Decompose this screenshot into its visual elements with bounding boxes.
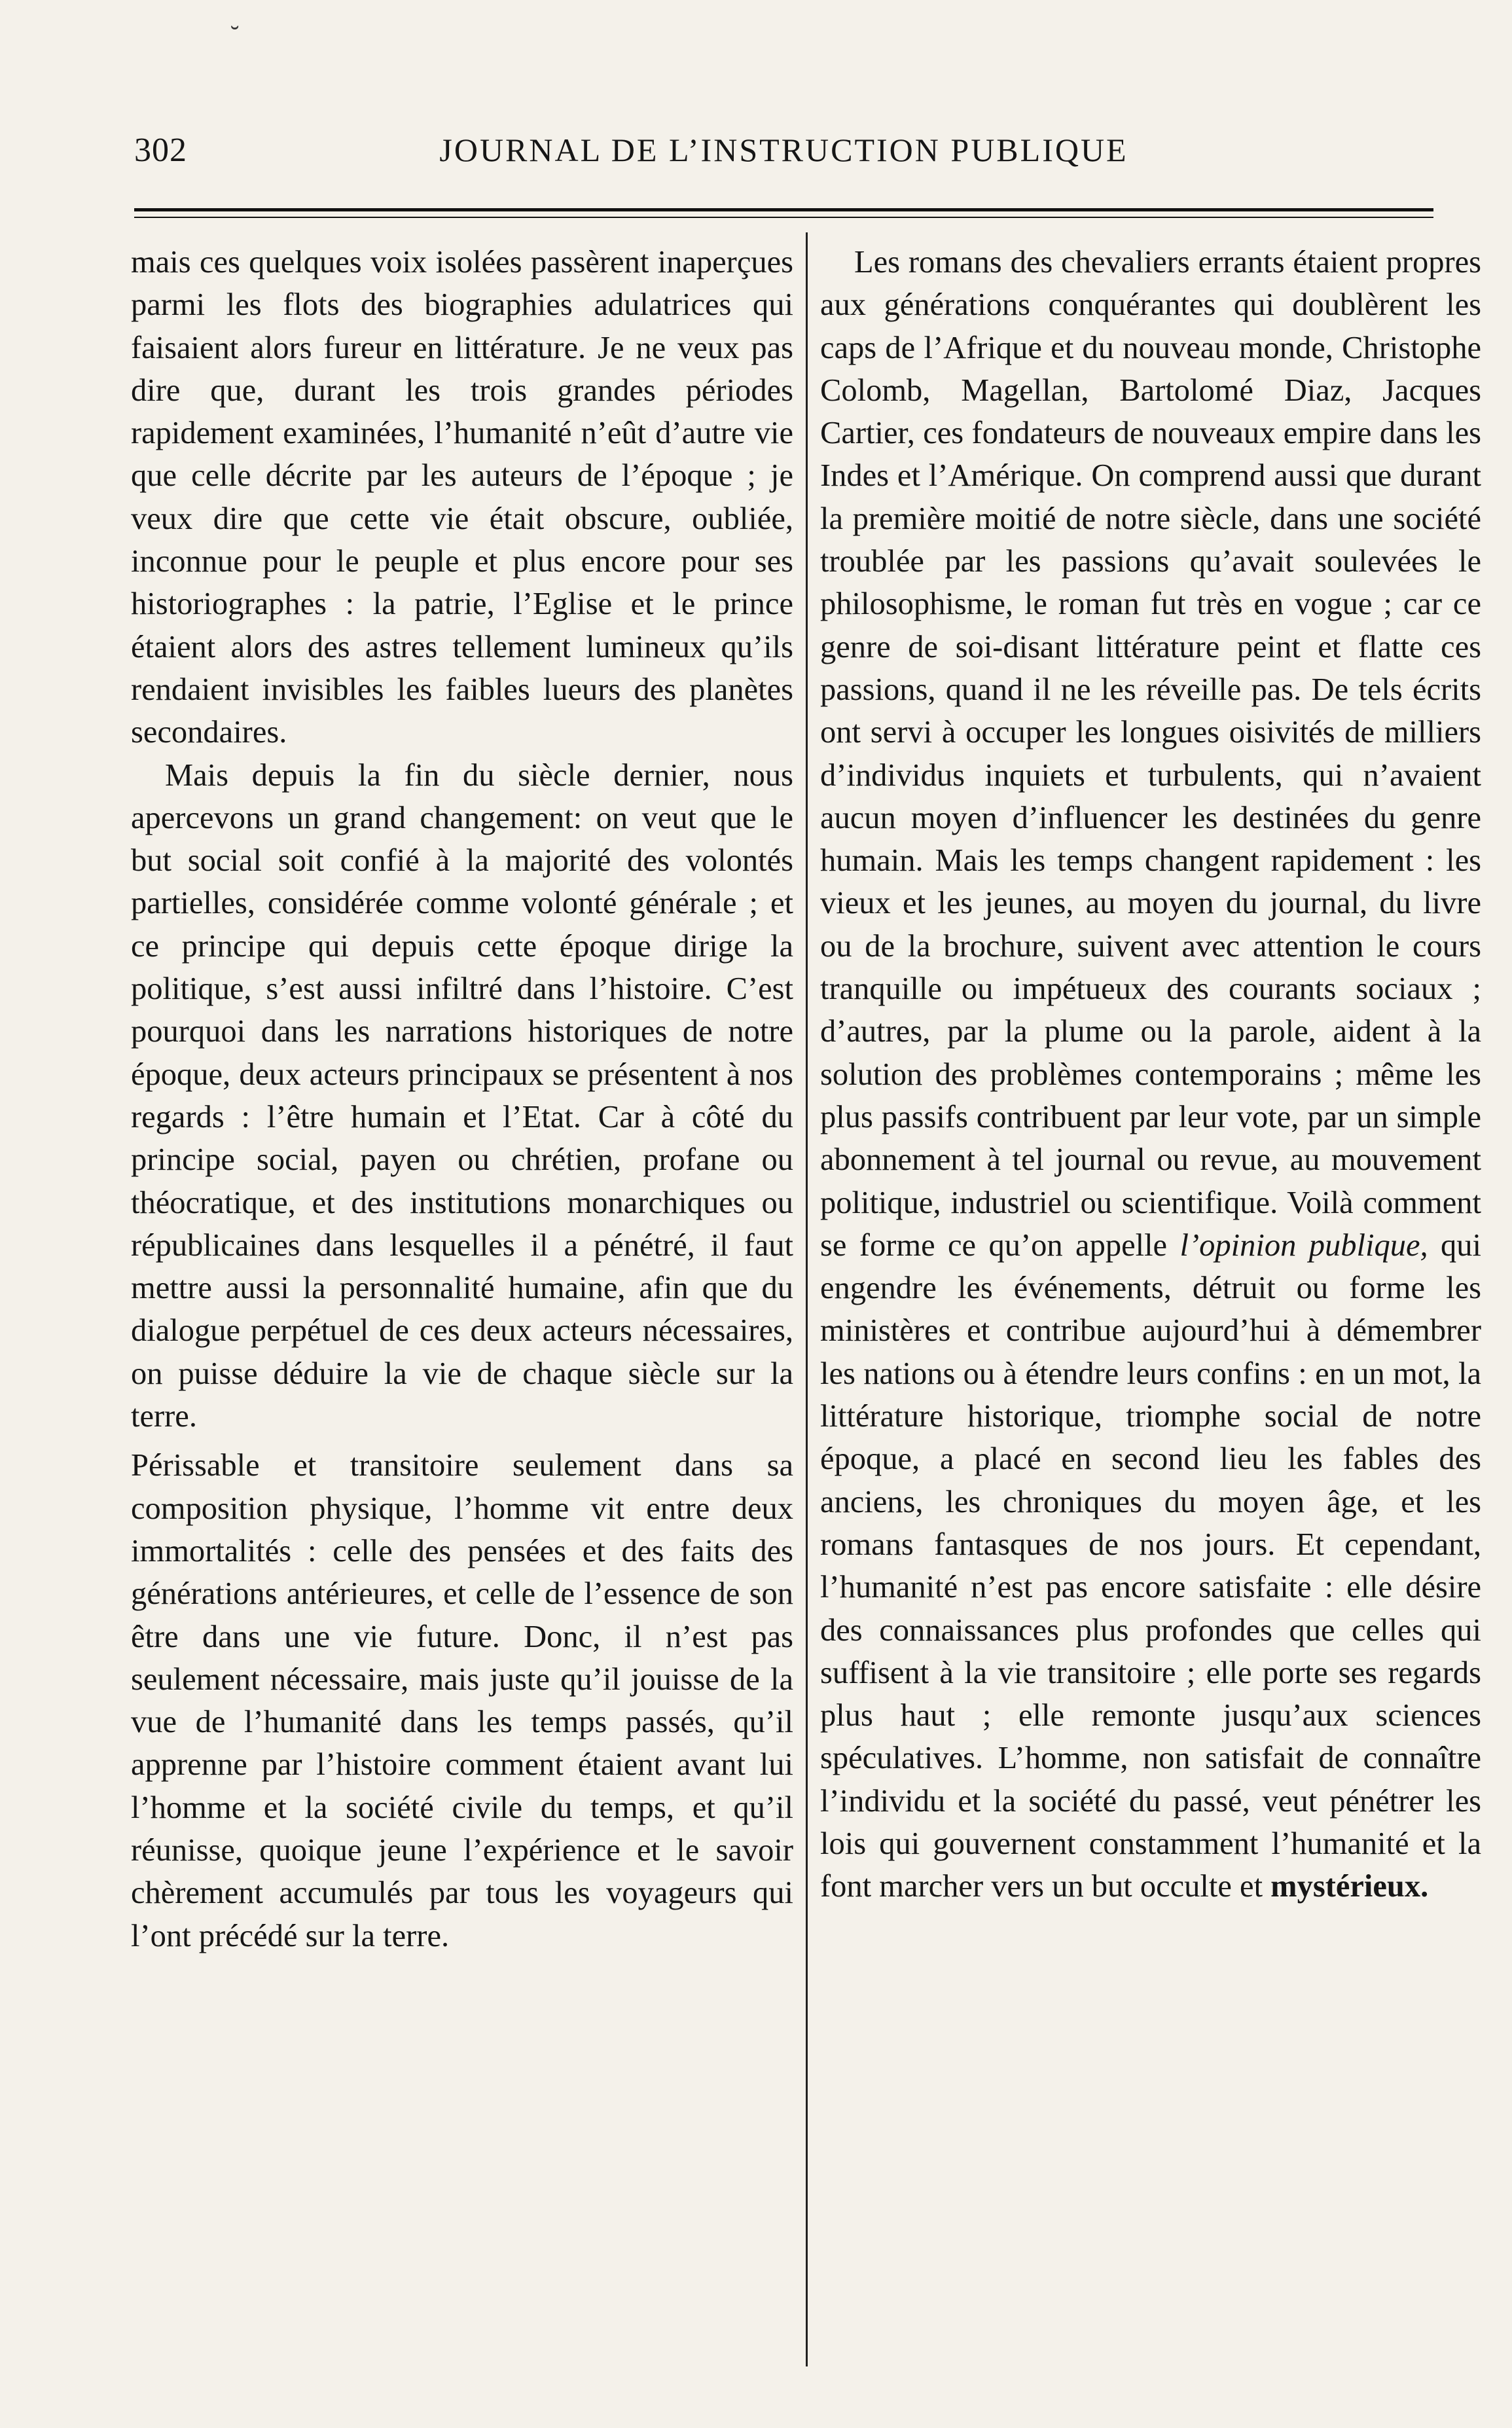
opinion-publique-italic: l’opinion publique,: [1179, 1227, 1428, 1263]
left-paragraph-2: Mais depuis la fin du siècle dernier, nous apercevons un grand changement: on veut que le but social soit confié à la majorité des volontés partielles, considérée comme volonté générale ; et ce principe qui depuis cette époque dirige la politique, s’est aussi infiltré dans l’histoire. C’est pourquoi dans les narrations historiques de notre époque, deux acteurs principaux se présentent à nos regards : l’être humain et l’Etat. Car à côté du principe social, payen ou chrétien, profane ou théocratique, et des institutions monarchiques ou républicaines dans lesquelles il a pénétré, il faut mettre aussi la personnalité humaine, afin que du dialogue perpétuel de ces deux acteurs nécessaires, on puisse déduire la vie de chaque siècle sur la terre.: [131, 757, 793, 1434]
page-header: [134, 131, 1433, 177]
left-paragraph-3: Périssable et transitoire seulement dans sa composition physique, l’homme vit entre deux immortalités : celle des pensées et des faits des générations antérieures, et celle de l’essence de son être dans une vie future. Donc, il n’est pas seulement nécessaire, mais juste qu’il jouisse de la vue de l’humanité dans les temps passés, qu’il apprenne par l’histoire comment étaient avant lui l’homme et la société civile du temps, et qu’il réunisse, quoique jeune l’expérience et le savoir chèrement accumulés par tous les voyageurs qui l’ont précédé sur la terre.: [131, 1448, 793, 1953]
right-paragraph-1: [820, 241, 1481, 1908]
right-text-part-2: qui engendre les événements, détruit ou forme les ministères et contribue aujourd’hui à démembrer les nations ou à étendre leurs confins : en un mot, la littérature historique, triomphe social de notre époque, a placé en second lieu les fables des anciens, les chroniques du moyen âge, et les romans fantasques de nos jours. Et cependant, l’humanité n’est pas encore satisfaite : elle désire des connaissances plus profondes que celles qui suffisent à la vie transitoire ; elle porte ses regards plus haut ; elle remonte jusqu’aux sciences spéculatives. L’homme, non satisfait de connaître l’individu et la société du passé, veut pénétrer les lois qui gouvernent constamment l’humanité et la font marcher vers un but occulte et: [820, 1227, 1481, 1904]
header-double-rule: [134, 208, 1433, 223]
running-title: JOURNAL DE L’INSTRUCTION PUBLIQUE: [439, 132, 1128, 168]
column-divider: [806, 232, 808, 2366]
final-word: mystérieux.: [1270, 1869, 1429, 1904]
right-column: [820, 241, 1481, 1908]
scan-speck: ˘: [230, 20, 240, 50]
left-column: [131, 241, 793, 1957]
page-number: 302: [134, 132, 187, 169]
left-paragraph-1: mais ces quelques voix isolées passèrent inaperçues parmi les flots des biographies adulatrices qui faisaient alors fureur en littérature. Je ne veux pas dire que, durant les trois grandes périodes rapidement examinées, l’humanité n’eût d’autre vie que celle décrite par les auteurs de l’époque ; je veux dire que cette vie était obscure, oubliée, inconnue pour le peuple et plus encore pour ses historiographes : la patrie, l’Eglise et le prince étaient alors des astres tellement lumineux qu’ils rendaient invisibles les faibles lueurs des planètes secondaires.: [131, 245, 793, 750]
right-text-part-1: Les romans des chevaliers errants étaient propres aux générations conquérantes qui doublèrent les caps de l’Afrique et du nouveau monde, Christophe Colomb, Magellan, Bartolomé Diaz, Jacques Cartier, ces fondateurs de nouveaux empire dans les Indes et l’Amérique. On comprend aussi que durant la première moitié de notre siècle, dans une société troublée par les passions qu’avait soulevées le philosophisme, le roman fut très en vogue ; car ce genre de soi-disant littérature peint et flatte ces passions, quand il ne les réveille pas. De tels écrits ont servi à occuper les longues oisivités de milliers d’individus inquiets et turbulents, qui n’avaient aucun moyen d’influencer les destinées du genre humain. Mais les temps changent rapidement : les vieux et les jeunes, au moyen du journal, du livre ou de la brochure, suivent avec attention le cours tranquille ou impétueux des courants sociaux ; d’autres, par la plume ou la parole, aident à la solution des problèmes contemporains ; même les plus passifs contribuent par leur vote, par un simple abonnement à tel journal ou revue, au mouvement politique, industriel ou scientifique. Voilà comment se forme ce qu’on appelle: [820, 245, 1481, 1263]
